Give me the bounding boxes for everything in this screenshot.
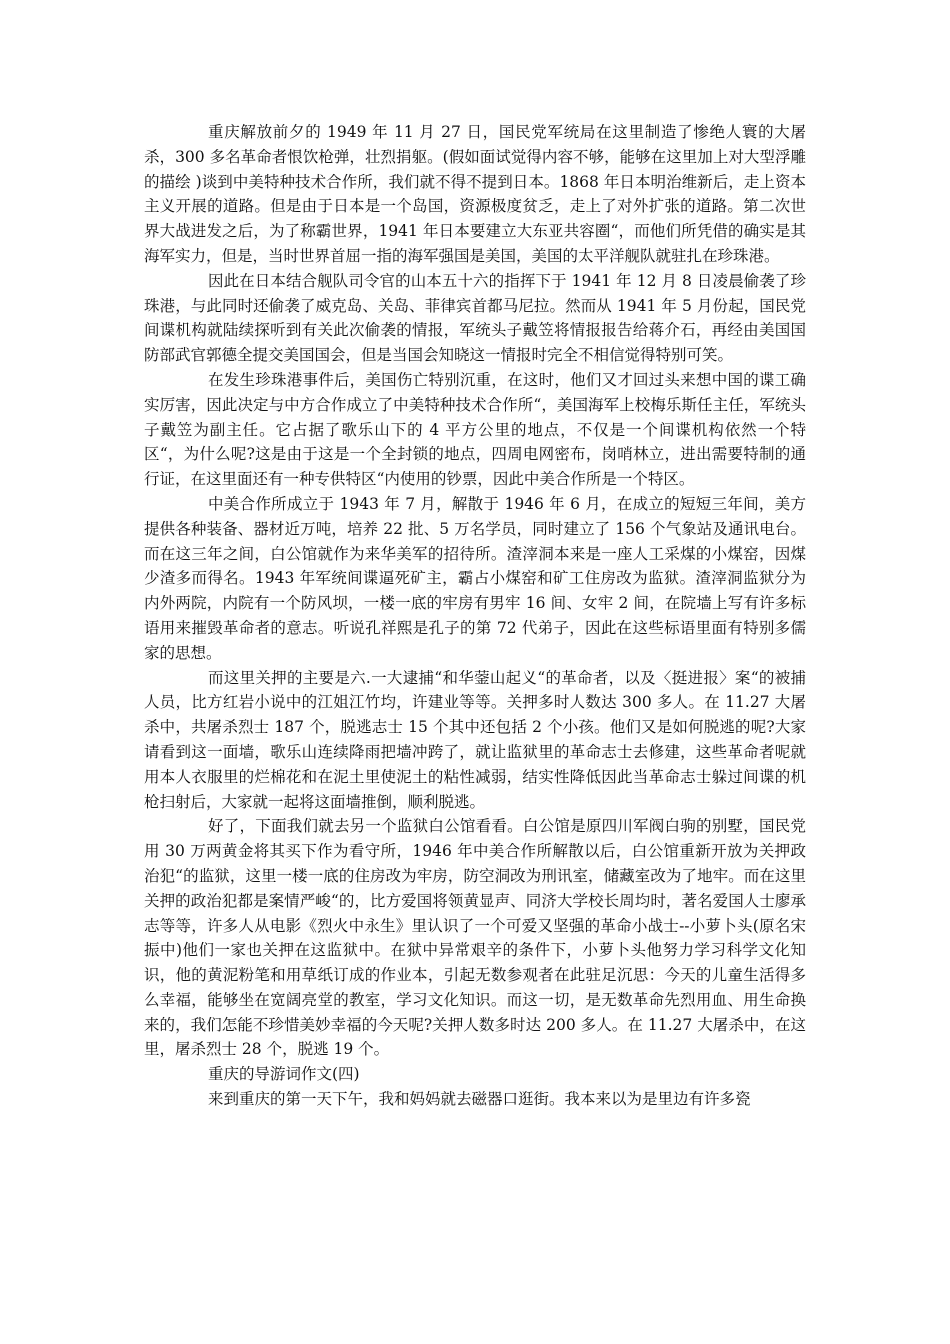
paragraph-7: 来到重庆的第一天下午，我和妈妈就去磁器口逛街。我本来以为是里边有许多瓷 xyxy=(208,1090,751,1109)
paragraph-6: 好了，下面我们就去另一个监狱白公馆看看。白公馆是原四川军阀白驹的别墅，国民党用 30 万两黄金将其买下作为看守所，1946 年中美合作所解散以后，白公馆重新开放为关押政治犯“的监狱，这里一楼一底的住房改为牢房，防空洞改为刑讯室，储藏室改为了地牢。而在这里关押的政治犯都是案情严峻“的，比方爱国将领黄显声、同济大学校长周均时，著名爱国人士廖承志等等，许多人从电影《烈火中永生》里认识了一个可爱又坚强的革命小战士--小萝卜头(原名宋振中)他们一家也关押在这监狱中。在狱中异常艰辛的条件下，小萝卜头他努力学习科学文化知识，他的黄泥粉笔和用草纸订成的作业本，引起无数参观者在此驻足沉思：今天的儿童生活得多么幸福，能够坐在宽阔亮堂的教室，学习文化知识。而这一切，是无数革命先烈用血、用生命换来的，我们怎能不珍惜美妙幸福的今天呢?关押人数多时达 200 多人。在 11.27 大屠杀中，在这里，屠杀烈士 28 个，脱逃 19 个。 xyxy=(144,817,806,1059)
document-page xyxy=(144,120,806,1112)
paragraph-4: 中美合作所成立于 1943 年 7 月，解散于 1946 年 6 月，在成立的短短三年间，美方提供各种装备、器材近万吨，培养 22 批、5 万名学员，同时建立了 156 个气象站及通讯电台。而在这三年之间，白公馆就作为来华美军的招待所。渣滓洞本来是一座人工采煤的小煤窑，因煤少渣多而得名。1943 年军统间谍逼死矿主，霸占小煤窑和矿工住房改为监狱。渣滓洞监狱分为内外两院，内院有一个防风坝，一楼一底的牢房有男牢 16 间、女牢 2 间，在院墙上写有许多标语用来摧毁革命者的意志。听说孔祥熙是孔子的第 72 代弟子，因此在这些标语里面有特别多儒家的思想。 xyxy=(144,494,806,662)
section-heading: 重庆的导游词作文(四) xyxy=(208,1065,360,1084)
paragraph-5: 而这里关押的主要是六.一大逮捕“和华蓥山起义“的革命者，以及〈挺进报〉案“的被捕人员，比方红岩小说中的江姐江竹均，许建业等等。关押多时人数达 300 多人。在 11.27 大屠杀中，共屠杀烈士 187 个，脱逃志士 15 个其中还包括 2 个小孩。他们又是如何脱逃的呢?大家请看到这一面墙，歌乐山连续降雨把墙冲跨了，就让监狱里的革命志士去修建，这些革命者呢就用本人衣服里的烂棉花和在泥土里使泥土的粘性减弱，结实性降低因此当革命志士躲过间谍的机枪扫射后，大家就一起将这面墙推倒，顺利脱逃。 xyxy=(144,668,806,811)
paragraph-2: 因此在日本结合舰队司令官的山本五十六的指挥下于 1941 年 12 月 8 日凌晨偷袭了珍珠港，与此同时还偷袭了威克岛、关岛、菲律宾首都马尼拉。然而从 1941 年 5 月份起，国民党间谍机构就陆续探听到有关此次偷袭的情报，军统头子戴笠将情报报告给蒋介石，再经由美国国防部武官郭德全提交美国国会，但是当国会知晓这一情报时完全不相信觉得特别可笑。 xyxy=(144,271,806,365)
paragraph-1: 重庆解放前夕的 1949 年 11 月 27 日，国民党军统局在这里制造了惨绝人寰的大屠杀，300 多名革命者恨饮枪弹，壮烈捐躯。(假如面试觉得内容不够，能够在这里加上对大型浮雕的描绘 )谈到中美特种技术合作所，我们就不得不提到日本。1868 年日本明治维新后，走上资本主义开展的道路。但是由于日本是一个岛国，资源极度贫乏，走上了对外扩张的道路。第二次世界大战进发之后，为了称霸世界，1941 年日本要建立大东亚共容圈“，而他们所凭借的确实是其海军实力，但是，当时世界首屈一指的海军强国是美国，美国的太平洋舰队就驻扎在珍珠港。 xyxy=(144,123,806,265)
paragraph-3: 在发生珍珠港事件后，美国伤亡特别沉重，在这时，他们又才回过头来想中国的谍工确实厉害，因此决定与中方合作成立了中美特种技术合作所“，美国海军上校梅乐斯任主任，军统头子戴笠为副主任。它占据了歌乐山下的 4 平方公里的地点，不仅是一个间谍机构依然一个特区“，为什么呢?这是由于这是一个全封锁的地点，四周电网密布，岗哨林立，进出需要特制的通行证，在这里面还有一种专供特区“内使用的钞票，因此中美合作所是一个特区。 xyxy=(144,370,806,489)
